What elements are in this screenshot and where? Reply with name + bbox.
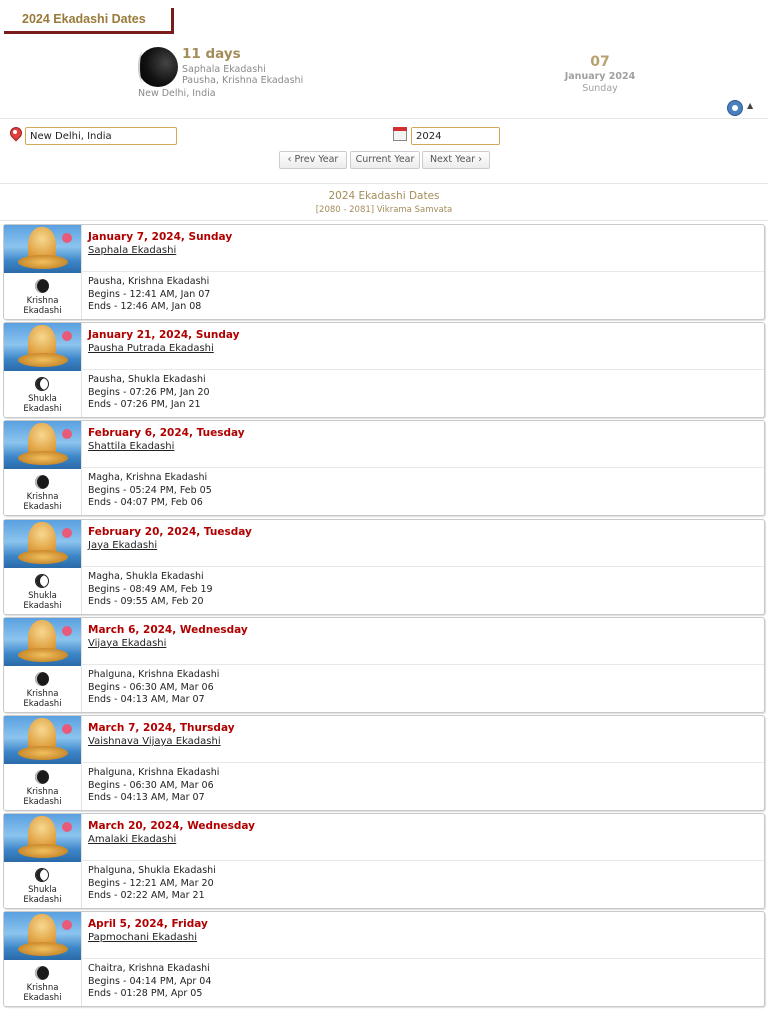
- ekadashi-card: [3, 224, 765, 320]
- next-year-button[interactable]: Next Year ›: [422, 151, 490, 169]
- paksha-label: [4, 689, 81, 709]
- paksha-label-line-2: Ekadashi: [23, 993, 62, 1004]
- location-pin-icon: [9, 127, 21, 143]
- ekadashi-date: January 7, 2024, Sunday: [88, 231, 233, 243]
- caret-up-icon: ▲: [747, 101, 754, 110]
- current-date-day: 07: [590, 54, 610, 70]
- crescent-moon-icon: [35, 377, 49, 391]
- current-year-button[interactable]: Current Year: [350, 151, 420, 169]
- ekadashi-name-link[interactable]: Saphala Ekadashi: [88, 245, 177, 256]
- paksha-label-line-1: Krishna: [26, 296, 59, 306]
- paksha-label-line-2: Ekadashi: [23, 502, 62, 513]
- ekadashi-card: [3, 813, 765, 909]
- ekadashi-name-link[interactable]: Vaishnava Vijaya Ekadashi: [88, 735, 221, 747]
- next-ekadashi-name: Saphala Ekadashi: [182, 64, 266, 75]
- tithi-ends: Ends - 04:07 PM, Feb 06: [88, 497, 203, 509]
- masa-paksha: Phalguna, Shukla Ekadashi: [88, 865, 216, 877]
- ekadashi-list: [3, 224, 765, 1010]
- divider: [81, 421, 82, 515]
- tithi-begins: Begins - 08:49 AM, Feb 19: [88, 583, 213, 595]
- deity-image[interactable]: [4, 323, 81, 371]
- tithi-begins: Begins - 12:41 AM, Jan 07: [88, 289, 211, 300]
- lotus-icon: [62, 822, 72, 832]
- ekadashi-date: January 21, 2024, Sunday: [88, 329, 240, 342]
- paksha-label-line-1: Krishna: [26, 688, 59, 699]
- divider: [81, 716, 82, 810]
- paksha-label-line-1: Shukla: [28, 590, 57, 601]
- header-location: New Delhi, India: [138, 88, 216, 99]
- dark-moon-icon: [35, 966, 49, 980]
- deity-image[interactable]: [4, 912, 81, 960]
- tithi-begins: Begins - 05:24 PM, Feb 05: [88, 485, 212, 497]
- divider: [0, 220, 768, 221]
- serpent-bed: [18, 353, 68, 367]
- ekadashi-date: February 6, 2024, Tuesday: [88, 427, 245, 440]
- ekadashi-name-link[interactable]: Amalaki Ekadashi: [88, 834, 177, 846]
- paksha-label: [4, 492, 81, 512]
- tithi-begins: Begins - 07:26 PM, Jan 20: [88, 387, 210, 399]
- deity-image[interactable]: [4, 716, 81, 764]
- paksha-label: [4, 296, 81, 316]
- lotus-icon: [62, 528, 72, 538]
- gear-icon: [727, 100, 743, 116]
- paksha-label-line-1: Krishna: [26, 786, 59, 797]
- ekadashi-card: [3, 617, 765, 713]
- divider: [81, 664, 764, 665]
- page-title-tab: 2024 Ekadashi Dates: [4, 8, 174, 34]
- deity-image[interactable]: [4, 814, 81, 862]
- masa-paksha: Magha, Shukla Ekadashi: [88, 570, 204, 582]
- paksha-label-line-1: Shukla: [28, 885, 57, 896]
- masa-paksha: Pausha, Shukla Ekadashi: [88, 374, 206, 386]
- ekadashi-date: March 7, 2024, Thursday: [88, 721, 235, 734]
- serpent-bed: [18, 942, 68, 956]
- tithi-ends: Ends - 07:26 PM, Jan 21: [88, 399, 201, 411]
- ekadashi-name-link[interactable]: Shattila Ekadashi: [88, 441, 175, 453]
- ekadashi-name-link[interactable]: Jaya Ekadashi: [88, 539, 158, 551]
- lotus-icon: [62, 724, 72, 734]
- paksha-label-line-2: Ekadashi: [23, 600, 62, 611]
- list-title: 2024 Ekadashi Dates: [328, 190, 440, 202]
- deity-image[interactable]: [4, 225, 81, 273]
- ekadashi-date: March 6, 2024, Wednesday: [88, 623, 248, 636]
- paksha-label-line-2: Ekadashi: [23, 895, 62, 906]
- tithi-begins: Begins - 04:14 PM, Apr 04: [88, 976, 212, 988]
- masa-paksha: Magha, Krishna Ekadashi: [88, 472, 208, 484]
- paksha-label: [4, 885, 81, 905]
- settings-menu-button[interactable]: [727, 99, 755, 117]
- divider: [81, 369, 764, 370]
- divider: [81, 520, 82, 614]
- paksha-label-line-1: Krishna: [26, 492, 59, 503]
- dark-moon-icon: [35, 770, 49, 784]
- divider: [81, 958, 764, 959]
- lotus-icon: [62, 233, 72, 243]
- ekadashi-card: [3, 715, 765, 811]
- paksha-label-line-2: Ekadashi: [23, 698, 62, 709]
- divider: [81, 323, 82, 417]
- ekadashi-card: [3, 420, 765, 516]
- ekadashi-date: February 20, 2024, Tuesday: [88, 525, 252, 538]
- divider: [81, 271, 764, 272]
- ekadashi-name-link[interactable]: Pausha Putrada Ekadashi: [88, 343, 214, 355]
- tithi-begins: Begins - 12:21 AM, Mar 20: [88, 878, 214, 890]
- prev-year-button[interactable]: ‹ Prev Year: [279, 151, 347, 169]
- deity-image[interactable]: [4, 520, 81, 568]
- next-ekadashi-paksha: Pausha, Krishna Ekadashi: [182, 75, 304, 86]
- dark-moon-icon: [35, 475, 49, 489]
- list-subtitle: [2080 - 2081] Vikrama Samvata: [315, 205, 453, 215]
- current-date: [540, 54, 660, 94]
- ekadashi-card: [3, 322, 765, 418]
- year-input[interactable]: [411, 127, 500, 145]
- moon-phase-icon: [138, 47, 178, 87]
- masa-paksha: Chaitra, Krishna Ekadashi: [88, 963, 210, 975]
- current-date-month: January 2024: [564, 71, 636, 82]
- paksha-label: [4, 787, 81, 807]
- paksha-label: [4, 983, 81, 1003]
- divider: [81, 467, 764, 468]
- dark-moon-icon: [35, 279, 49, 293]
- tithi-ends: Ends - 09:55 AM, Feb 20: [88, 595, 204, 607]
- crescent-moon-icon: [35, 574, 49, 588]
- deity-image[interactable]: [4, 421, 81, 469]
- masa-paksha: Phalguna, Krishna Ekadashi: [88, 766, 220, 778]
- serpent-bed: [18, 844, 68, 858]
- current-date-weekday: Sunday: [582, 83, 618, 94]
- paksha-label-line-1: Shukla: [28, 394, 57, 405]
- serpent-bed: [18, 648, 68, 662]
- paksha-label-line-2: Ekadashi: [23, 306, 62, 316]
- deity-image[interactable]: [4, 618, 81, 666]
- paksha-label: [4, 394, 81, 414]
- divider: [81, 762, 764, 763]
- controls-bar: [0, 118, 768, 184]
- lotus-icon: [62, 331, 72, 341]
- dark-moon-icon: [35, 672, 49, 686]
- ekadashi-date: March 20, 2024, Wednesday: [88, 820, 256, 833]
- divider: [81, 814, 82, 908]
- paksha-label: [4, 591, 81, 611]
- tithi-ends: Ends - 04:13 AM, Mar 07: [88, 791, 205, 803]
- city-input[interactable]: [25, 127, 177, 145]
- divider: [81, 860, 764, 861]
- crescent-moon-icon: [35, 868, 49, 882]
- tithi-ends: Ends - 12:46 AM, Jan 08: [88, 301, 202, 312]
- divider: [81, 225, 82, 319]
- serpent-bed: [18, 451, 68, 465]
- serpent-bed: [18, 255, 68, 269]
- paksha-label-line-2: Ekadashi: [23, 404, 62, 415]
- tithi-ends: Ends - 04:13 AM, Mar 07: [88, 693, 205, 705]
- tithi-ends: Ends - 01:28 PM, Apr 05: [88, 988, 203, 1000]
- masa-paksha: Phalguna, Krishna Ekadashi: [88, 668, 220, 680]
- lotus-icon: [62, 920, 72, 930]
- tithi-begins: Begins - 06:30 AM, Mar 06: [88, 779, 214, 791]
- divider: [81, 912, 82, 1006]
- lotus-icon: [62, 626, 72, 636]
- serpent-bed: [18, 550, 68, 564]
- tithi-begins: Begins - 06:30 AM, Mar 06: [88, 681, 214, 693]
- days-remaining: 11 days: [182, 46, 241, 62]
- lotus-icon: [62, 429, 72, 439]
- paksha-label-line-1: Krishna: [26, 983, 59, 994]
- masa-paksha: Pausha, Krishna Ekadashi: [88, 276, 210, 287]
- ekadashi-name-link[interactable]: Vijaya Ekadashi: [88, 637, 167, 649]
- ekadashi-name-link[interactable]: Papmochani Ekadashi: [88, 932, 198, 944]
- ekadashi-date: April 5, 2024, Friday: [88, 918, 208, 931]
- tithi-ends: Ends - 02:22 AM, Mar 21: [88, 890, 205, 902]
- serpent-bed: [18, 746, 68, 760]
- calendar-icon: [393, 127, 407, 141]
- divider: [81, 618, 82, 712]
- divider: [81, 566, 764, 567]
- paksha-label-line-2: Ekadashi: [23, 796, 62, 807]
- ekadashi-card: [3, 519, 765, 615]
- ekadashi-card: [3, 911, 765, 1007]
